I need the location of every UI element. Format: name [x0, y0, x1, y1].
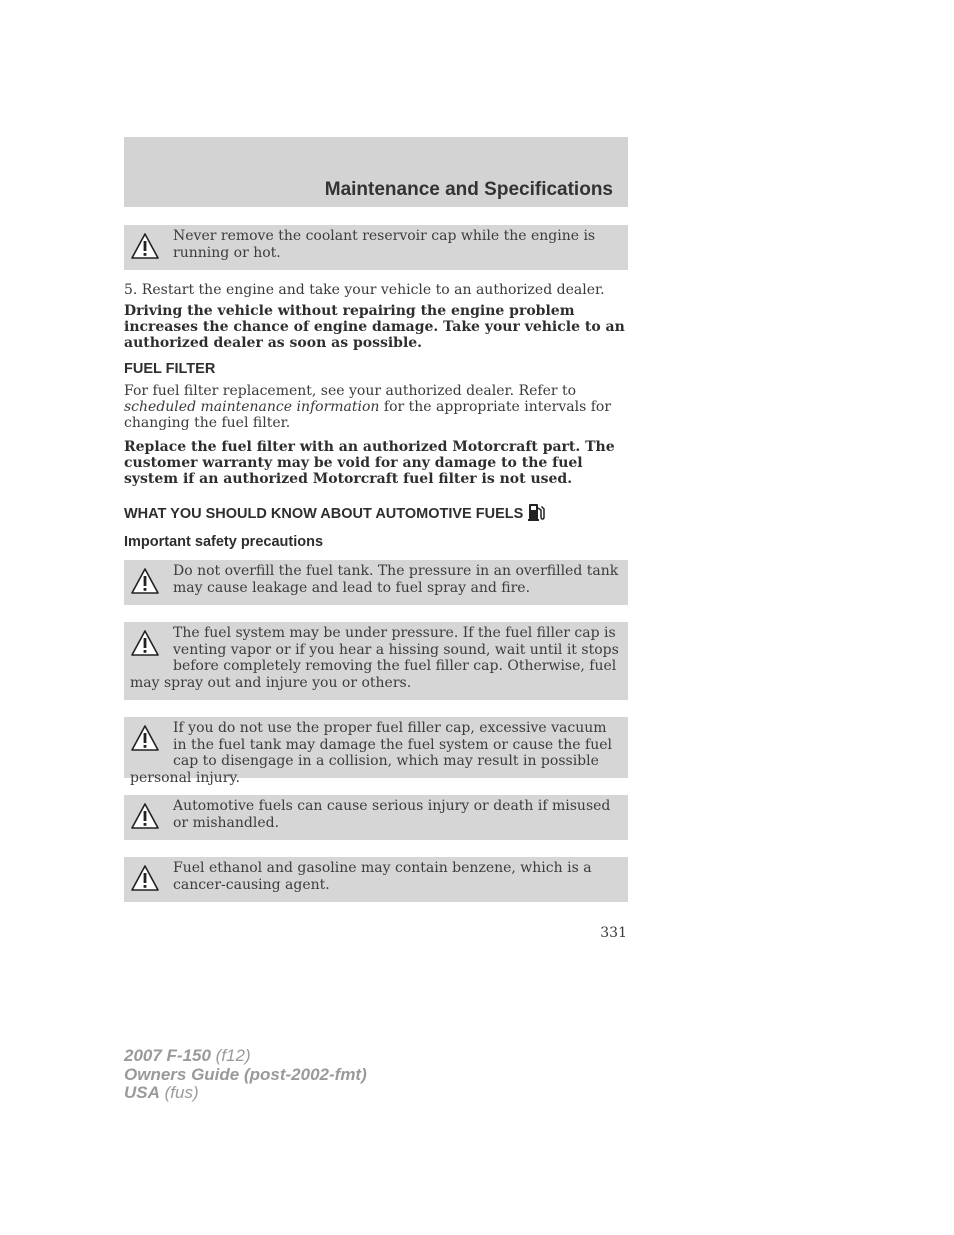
warning-triangle-icon	[130, 801, 160, 831]
motorcraft-notice: Replace the fuel filter with an authorized Motorcraft part. The customer warranty may be void for any damage to the fuel system if an authorized Motorcraft fuel filter is not used.	[124, 439, 615, 488]
warning-text: If you do not use the proper fuel filler cap, excessive vacuum in the fuel tank may damage the fuel system or cause the fuel cap to disengage in a collision, which may result in possible personal injury.	[130, 720, 613, 786]
fuel-pump-icon	[527, 502, 545, 526]
automotive-fuels-heading: WHAT YOU SHOULD KNOW ABOUT AUTOMOTIVE FUELS	[124, 502, 545, 526]
warning-triangle-icon	[130, 231, 160, 261]
engine-damage-notice: Driving the vehicle without repairing the engine problem increases the chance of engine damage. Take your vehicle to an authorized dealer as soon as possible.	[124, 303, 625, 352]
warning-triangle-icon	[130, 628, 160, 658]
warning-triangle-icon	[130, 723, 160, 753]
warning-box-benzene	[124, 857, 628, 902]
warning-text: Automotive fuels can cause serious injury or death if misused or mishandled.	[173, 798, 611, 831]
warning-triangle-icon	[130, 566, 160, 596]
warning-box-overfill	[124, 560, 628, 605]
warning-text: Fuel ethanol and gasoline may contain benzene, which is a cancer-causing agent.	[173, 860, 592, 893]
warning-box-misuse	[124, 795, 628, 840]
step-5-text: 5. Restart the engine and take your vehicle to an authorized dealer.	[124, 282, 605, 298]
document-footer: 2007 F-150 (f12) Owners Guide (post-2002-fmt) USA (fus)	[124, 1046, 367, 1102]
warning-box-pressure	[124, 622, 628, 700]
warning-text: Do not overfill the fuel tank. The pressure in an overfilled tank may cause leakage and lead to fuel spray and fire.	[173, 563, 619, 596]
fuel-filter-text: For fuel filter replacement, see your authorized dealer. Refer to scheduled maintenance information for the appropriate intervals for changing the fuel filter.	[124, 383, 612, 432]
fuel-filter-heading: FUEL FILTER	[124, 361, 216, 377]
page-number: 331	[600, 925, 627, 941]
safety-precautions-subheading: Important safety precautions	[124, 534, 324, 550]
warning-box-filler-cap	[124, 717, 628, 786]
warning-box-coolant	[124, 225, 628, 270]
warning-text: The fuel system may be under pressure. If the fuel filler cap is venting vapor or if you hear a hissing sound, wait until it stops before completely removing the fuel filler cap. Otherwise, fuel may spray out and injure you or others.	[130, 625, 619, 691]
section-header-band	[124, 137, 628, 207]
warning-text: Never remove the coolant reservoir cap while the engine is running or hot.	[173, 228, 596, 261]
warning-triangle-icon	[130, 863, 160, 893]
section-title: Maintenance and Specifications	[324, 179, 613, 200]
scheduled-maintenance-reference: scheduled maintenance information	[124, 399, 380, 416]
